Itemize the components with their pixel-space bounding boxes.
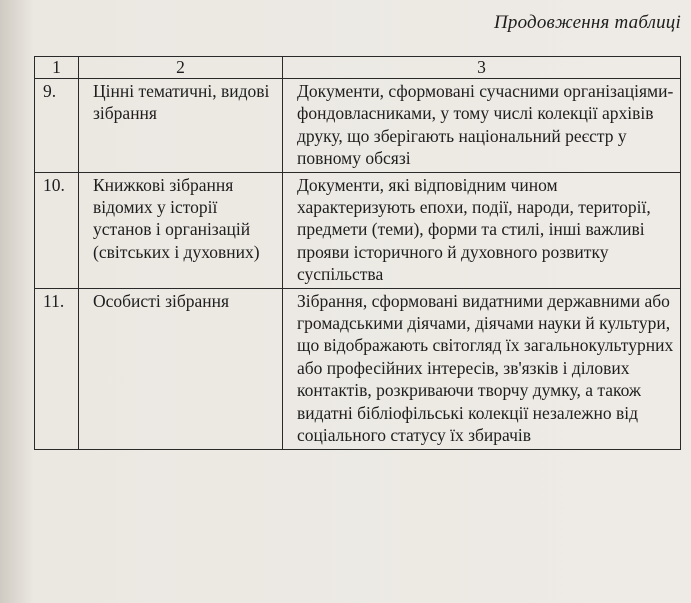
column-number-2: 2 xyxy=(79,57,283,79)
collection-description: Документи, сформовані сучасними організаціями-фондовласниками, у тому числі колекції архівів друку, що зберігають національний реєстр у повному обсязі xyxy=(283,79,681,173)
column-number-1: 1 xyxy=(35,57,79,79)
collection-type: Книжкові зібрання відомих у історії установ і організацій (світських і духовних) xyxy=(79,172,283,288)
row-number: 9. xyxy=(35,79,79,173)
collection-description: Документи, які відповідним чином характеризують епохи, події, народи, території, предмети (теми), форми та стилі, інші важливі прояви історичного й духовного розвитку суспільства xyxy=(283,172,681,288)
row-number: 11. xyxy=(35,288,79,449)
collection-type: Особисті зібрання xyxy=(79,288,283,449)
table-row xyxy=(35,172,681,288)
collections-table xyxy=(34,56,681,450)
table-continuation-label: Продовження таблиці xyxy=(493,12,681,33)
row-number: 10. xyxy=(35,172,79,288)
table-row xyxy=(35,288,681,449)
collection-type: Цінні тематичні, видові зібрання xyxy=(79,79,283,173)
table-row xyxy=(35,79,681,173)
table-header-row xyxy=(35,57,681,79)
column-number-3: 3 xyxy=(283,57,681,79)
collection-description: Зібрання, сформовані видатними державними або громадськими діячами, діячами науки й культури, що відображають світогляд їх загальнокультурних або професійних інтересів, зв'язків і ділових контактів, розкриваючи творчу думку, а також видатні бібліофільські колекції незалежно від соціального статусу їх збирачів xyxy=(283,288,681,449)
